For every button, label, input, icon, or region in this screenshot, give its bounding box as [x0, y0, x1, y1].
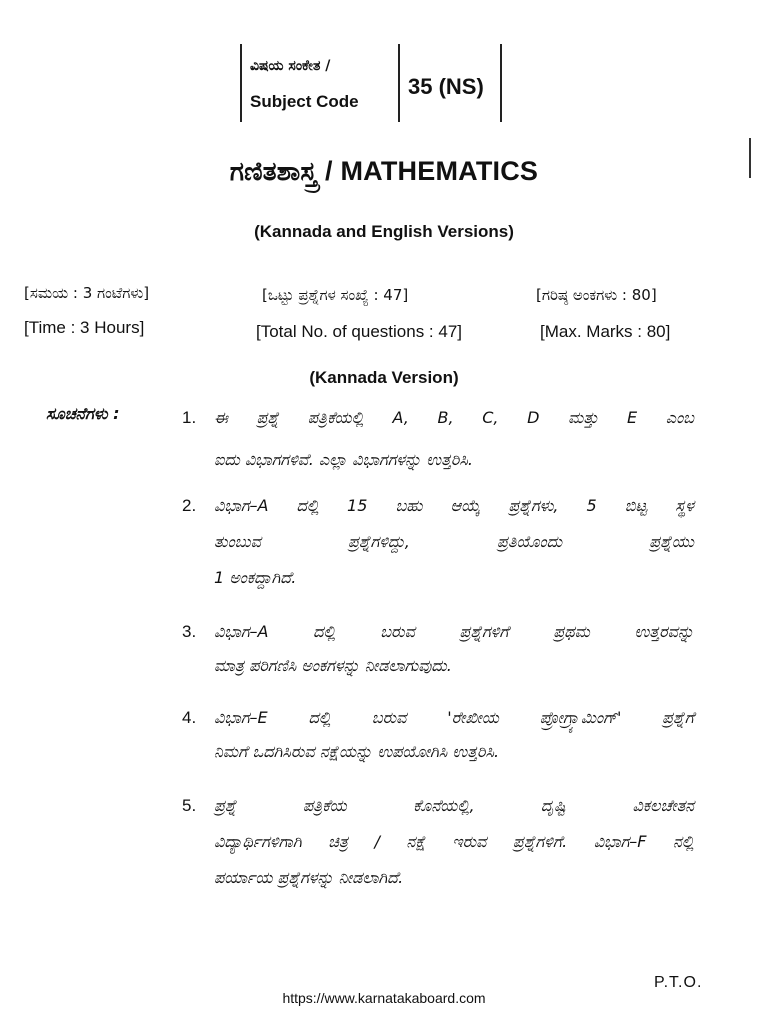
instruction-line: 1 ಅಂಕದ್ದಾಗಿದೆ. [214, 568, 297, 587]
pto-label: P.T.O. [654, 974, 703, 991]
instruction-line: ವಿಭಾಗ–A ದಲ್ಲಿ 15 ಬಹು ಆಯ್ಕೆ ಪ್ರಶ್ನೆಗಳು, 5 ಬಿಟ್ಟ ಸ್ಥಳ [214, 496, 694, 515]
paper-title [0, 156, 768, 188]
marks-kannada: [ಗರಿಷ್ಠ ಅಂಕಗಳು : 80] [536, 286, 657, 304]
title-kannada: ಗಣಿತಶಾಸ್ತ್ರ [229, 157, 318, 187]
instruction-line: ಈ ಪ್ರಶ್ನೆ ಪತ್ರಿಕೆಯಲ್ಲಿ A, B, C, D ಮತ್ತು E ಎಂಬ [214, 408, 694, 427]
instruction-number: 5. [182, 796, 197, 815]
subject-code-label-english: Subject Code [250, 92, 359, 111]
instruction-line: ವಿಭಾಗ–E ದಲ್ಲಿ ಬರುವ 'ರೇಖೀಯ ಪ್ರೋಗ್ರ್ಯಾಮಿಂಗ್' ಪ್ರಶ್ನೆಗೆ [214, 708, 694, 727]
instruction-line: ಮಾತ್ರ ಪರಿಗಣಿಸಿ ಅಂಕಗಳನ್ನು ನೀಡಲಾಗುವುದು. [214, 656, 452, 675]
instruction-line: ಐದು ವಿಭಾಗಗಳಿವೆ. ಎಲ್ಲಾ ವಿಭಾಗಗಳನ್ನು ಉತ್ತರಿಸಿ. [214, 450, 473, 469]
time-kannada: [ಸಮಯ : 3 ಗಂಟೆಗಳು] [24, 284, 150, 302]
instruction-line: ವಿದ್ಯಾರ್ಥಿಗಳಿಗಾಗಿ ಚಿತ್ರ / ನಕ್ಷೆ ಇರುವ ಪ್ರಶ್ನೆಗಳಿಗೆ. ವಿಭಾಗ–F ನಲ್ಲಿ [214, 832, 694, 851]
subject-code-label-kannada: ವಿಷಯ ಸಂಕೇತ / [250, 58, 331, 74]
code-box-divider-right [500, 44, 502, 122]
code-box-divider-left [240, 44, 242, 122]
instruction-line: ವಿಭಾಗ–A ದಲ್ಲಿ ಬರುವ ಪ್ರಶ್ನೆಗಳಿಗೆ ಪ್ರಥಮ ಉತ್ತರವನ್ನು [214, 622, 694, 641]
instructions-heading: ಸೂಚನೆಗಳು : [46, 404, 120, 423]
instruction-line: ತುಂಬುವ ಪ್ರಶ್ನೆಗಳಿದ್ದು, ಪ್ರತಿಯೊಂದು ಪ್ರಶ್ನೆಯು [214, 532, 694, 551]
footer-url[interactable]: https://www.karnatakaboard.com [282, 990, 486, 1006]
title-separator: / [317, 156, 341, 186]
version-label: (Kannada Version) [309, 368, 459, 387]
questions-kannada: [ಒಟ್ಟು ಪ್ರಶ್ನೆಗಳ ಸಂಖ್ಯೆ : 47] [262, 286, 409, 304]
time-english: [Time : 3 Hours] [24, 318, 145, 337]
instruction-number: 1. [182, 408, 197, 427]
instruction-line: ಪರ್ಯಾಯ ಪ್ರಶ್ನೆಗಳನ್ನು ನೀಡಲಾಗಿದೆ. [214, 868, 404, 887]
marks-english: [Max. Marks : 80] [540, 322, 671, 341]
instruction-number: 3. [182, 622, 197, 641]
questions-english: [Total No. of questions : 47] [256, 322, 463, 341]
title-english: MATHEMATICS [340, 156, 539, 186]
versions-note: (Kannada and English Versions) [254, 222, 514, 241]
instruction-line: ನಿಮಗೆ ಒದಗಿಸಿರುವ ನಕ್ಷೆಯನ್ನು ಉಪಯೋಗಿಸಿ ಉತ್ತರಿಸಿ. [214, 742, 500, 761]
instruction-number: 4. [182, 708, 197, 727]
subject-code-box [240, 44, 502, 122]
code-box-divider-middle [398, 44, 400, 122]
instruction-line: ಪ್ರಶ್ನೆ ಪತ್ರಿಕೆಯ ಕೊನೆಯಲ್ಲಿ, ದೃಷ್ಟಿ ವಿಕಲಚೇತನ [214, 796, 694, 815]
subject-code-value: 35 (NS) [408, 74, 484, 99]
instruction-number: 2. [182, 496, 197, 515]
